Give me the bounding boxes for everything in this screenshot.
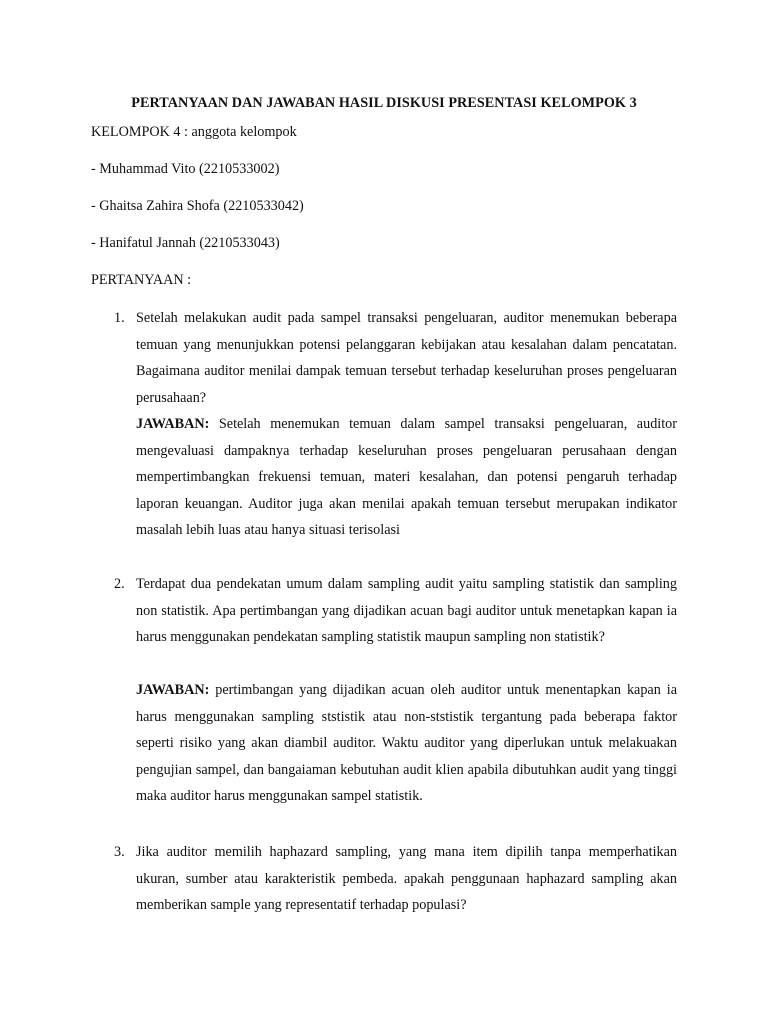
item-number: 3. [114, 844, 125, 860]
item-number: 2. [114, 576, 125, 592]
item-number: 1. [114, 310, 125, 326]
question-text: Setelah melakukan audit pada sampel transaksi pengeluaran, auditor menemukan beberapa temuan yang menunjukkan potensi pelanggaran kebijakan atau kesalahan dalam pencatatan. Bagaimana auditor menilai dampak temuan tersebut terhadap keseluruhan proses pengeluaran perusahaan? [136, 310, 677, 406]
answer-text [136, 677, 677, 810]
answer-label: JAWABAN: [136, 416, 210, 432]
question-text: Jika auditor memilih haphazard sampling, yang mana item dipilih tanpa memperhatikan ukuran, sumber atau karakteristik pembeda. apakah penggunaan haphazard sampling akan memberikan sample yang representatif terhadap populasi? [136, 844, 677, 914]
member-3: - Hanifatul Jannah (2210533043) [91, 235, 280, 251]
section-label: PERTANYAAN : [91, 272, 192, 288]
question-text: Terdapat dua pendekatan umum dalam sampling audit yaitu sampling statistik dan sampling non statistik. Apa pertimbangan yang dijadikan acuan bagi auditor untuk menetapkan kapan ia harus menggunakan pendekatan sampling statistik maupun sampling non statistik? [136, 576, 677, 646]
document-title: PERTANYAAN DAN JAWABAN HASIL DISKUSI PRESENTASI KELOMPOK 3 [131, 95, 637, 111]
answer-body: Setelah menemukan temuan dalam sampel transaksi pengeluaran, auditor mengevaluasi dampaknya terhadap keseluruhan proses pengeluaran perusahaan dengan mempertimbangkan frekuensi temuan, materi kesalahan, dan potensi pengaruh terhadap laporan keuangan. Auditor juga akan menilai apakah temuan tersebut merupakan indikator masalah lebih luas atau hanya situasi terisolasi [136, 416, 677, 539]
answer-label: JAWABAN: [136, 682, 210, 698]
group-line: KELOMPOK 4 : anggota kelompok [91, 124, 297, 140]
member-1: - Muhammad Vito (2210533002) [91, 161, 280, 177]
member-2: - Ghaitsa Zahira Shofa (2210533042) [91, 198, 304, 214]
answer-text [136, 411, 677, 544]
answer-body: pertimbangan yang dijadikan acuan oleh auditor untuk menentapkan kapan ia harus menggunakan sampling ststistik atau non-ststistik tergantung pada beberapa faktor seperti risiko yang akan diambil auditor. Waktu auditor yang diperlukan untuk melakuakan pengujian sampel, dan bangaiaman kebutuhan audit klien apabila dibutuhkan audit yang tinggi maka auditor harus menggunakan sampel statistik. [136, 682, 678, 805]
